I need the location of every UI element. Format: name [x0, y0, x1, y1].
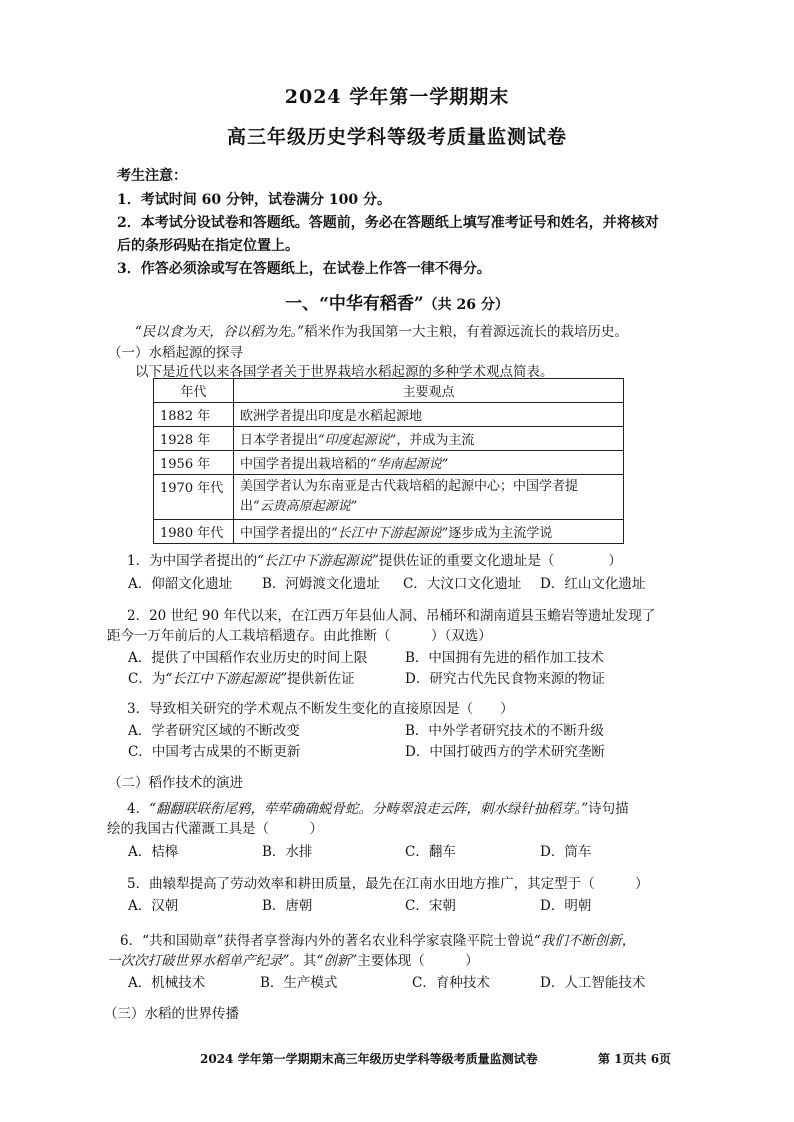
q6-quote: “我们不断创新， — [533, 933, 636, 949]
table-cell-year: 1882 年 — [154, 403, 234, 427]
q2-option-b[interactable]: B．中国拥有先进的稻作加工技术 — [405, 650, 604, 666]
q5-option-b[interactable]: B．唐朝 — [262, 898, 313, 914]
view-text: ，并成为主流 — [396, 433, 475, 448]
table-cell-view — [234, 451, 624, 475]
q2-opt-c-text: 提供新佐证 — [287, 671, 355, 687]
q6-option-d[interactable]: D．人工智能技术 — [540, 975, 646, 991]
q4-option-b[interactable]: B．水排 — [262, 844, 313, 860]
q3-option-c[interactable]: C．中国考古成果的不断更新 — [128, 744, 301, 760]
footer-page: 第 1页共 6页 — [598, 1052, 672, 1066]
q2-option-c[interactable] — [128, 667, 355, 687]
section-intro — [135, 320, 628, 340]
question-6-stem-line1 — [120, 929, 635, 949]
q6-option-a[interactable]: A．机械技术 — [128, 975, 206, 991]
intro-rest: 稻米作为我国第一大主粮，有着源远流长的栽培历史。 — [304, 324, 629, 340]
part1-title: （一）水稻起源的探寻 — [108, 345, 243, 361]
q1-stem-text: 1．为中国学者提出的 — [127, 553, 258, 569]
question-4-stem-line2: 绘的我国古代灌溉工具是（ ） — [107, 821, 323, 837]
view-text: 中国学者提出的 — [240, 526, 332, 541]
q2-opt-c-text: C．为 — [128, 671, 166, 687]
q1-stem-text: 提供佐证的重要文化遗址是（ ） — [378, 553, 622, 569]
view-theory: “华南起源说” — [370, 457, 449, 472]
view-text: 日本学者提出 — [240, 433, 319, 448]
view-text: 出 — [240, 499, 254, 514]
q2-option-d[interactable]: D．研究古代先民食物来源的物证 — [405, 671, 605, 687]
q4-option-c[interactable]: C．翻车 — [405, 844, 456, 860]
question-1-stem — [127, 549, 622, 569]
notice-item-2: 2．本考试分设试卷和答题纸。答题前，务必在答题纸上填写准考证号和姓名，并将核对 — [117, 215, 659, 231]
notice-item-3: 3．作答必须涂或写在答题纸上，在试卷上作答一律不得分。 — [117, 261, 491, 277]
view-text: 美国学者认为东南亚是古代栽培稻的起源中心；中国学者提 — [240, 479, 579, 494]
notice-item-2-cont: 后的条形码贴在指定位置上。 — [117, 238, 299, 254]
section-points: （共 26 分） — [423, 297, 509, 313]
table-header-view: 主要观点 — [234, 379, 624, 403]
table-cell-year: 1928 年 — [154, 427, 234, 451]
table-cell-view — [234, 475, 624, 520]
question-2-stem-line1: 2．20 世纪 90 年代以来，在江西万年县仙人洞、吊桶环和湖南道县玉蟾岩等遗址发现了 — [127, 608, 656, 624]
q5-option-a[interactable]: A．汉朝 — [128, 898, 179, 914]
q6-quote: 一次次打破世界水稻单产纪录” — [107, 953, 290, 969]
origin-views-table — [153, 378, 624, 544]
q4-option-a[interactable]: A．桔槔 — [128, 844, 179, 860]
q2-option-a[interactable]: A．提供了中国稻作农业历史的时间上限 — [128, 650, 368, 666]
q1-option-d[interactable]: D．红山文化遗址 — [540, 576, 646, 592]
q6-option-c[interactable]: C．育种技术 — [412, 975, 490, 991]
q4-option-d[interactable]: D．筒车 — [540, 844, 592, 860]
part3-title: （三）水稻的世界传播 — [104, 1006, 239, 1022]
view-text: 中国学者提出栽培稻的 — [240, 457, 371, 472]
table-cell-view: 欧洲学者提出印度是水稻起源地 — [234, 403, 624, 427]
exam-title-line2: 高三年级历史学科等级考质量监测试卷 — [226, 126, 567, 148]
q6-keyword: “创新” — [316, 953, 358, 969]
table-caption: 以下是近代以来各国学者关于世界栽培水稻起源的多种学术观点简表。 — [135, 364, 554, 380]
notice-item-1: 1．考试时间 60 分钟，试卷满分 100 分。 — [117, 192, 391, 208]
q3-option-b[interactable]: B．中外学者研究技术的不断升级 — [405, 723, 604, 739]
table-cell-year: 1980 年代 — [154, 520, 234, 544]
view-text: 逐步成为主流学说 — [448, 526, 553, 541]
q3-option-a[interactable]: A．学者研究区域的不断改变 — [128, 723, 300, 739]
question-2-stem-line2: 距今一万年前后的人工栽培稻遗存。由此推断（ ）（双选） — [107, 628, 492, 644]
q3-option-d[interactable]: D．中国打破西方的学术研究垄断 — [405, 744, 605, 760]
view-theory: “印度起源说” — [318, 433, 397, 448]
q6-stem-text: 主要体现（ ） — [357, 953, 479, 969]
table-cell-view — [234, 427, 624, 451]
q5-option-d[interactable]: D．明朝 — [540, 898, 592, 914]
part2-title: （二）稻作技术的演进 — [108, 775, 243, 791]
table-header-row — [154, 379, 624, 403]
table-cell-year: 1970 年代 — [154, 475, 234, 520]
view-theory: “长江中下游起源说” — [331, 526, 449, 541]
exam-title-line1: 2024 学年第一学期期末 — [284, 86, 510, 108]
intro-quote: “民以食为天，谷以稻为先。” — [135, 324, 305, 340]
q1-stem-theory: “长江中下游起源说” — [257, 553, 379, 569]
q2-opt-c-theory: “长江中下游起源说” — [165, 671, 288, 687]
question-5-stem: 5．曲辕犁提高了劳动效率和耕田质量，最先在江南水田地方推广，其定型于（ ） — [127, 876, 649, 892]
q4-poem: “翻翻联联衔尾鸦，荦荦确确蜕骨蛇。分畴翠浪走云阵，刺水绿针抽稻芽。” — [149, 801, 589, 817]
q6-option-b[interactable]: B．生产模式 — [260, 975, 338, 991]
table-row — [154, 427, 624, 451]
q1-option-b[interactable]: B．河姆渡文化遗址 — [262, 576, 380, 592]
table-cell-view — [234, 520, 624, 544]
section-title-text: 一、“中华有稻香” — [285, 294, 424, 314]
view-theory: “云贵高原起源说” — [253, 499, 358, 514]
question-4-stem-line1 — [127, 797, 629, 817]
section-title — [0, 289, 794, 314]
question-3-stem: 3．导致相关研究的学术观点不断发生变化的直接原因是（ ） — [127, 701, 514, 717]
table-row — [154, 475, 624, 520]
q1-option-c[interactable]: C．大汶口文化遗址 — [403, 576, 522, 592]
table-header-year: 年代 — [154, 379, 234, 403]
footer-title: 2024 学年第一学期期末高三年级历史学科等级考质量监测试卷 — [200, 1052, 538, 1066]
table-row — [154, 451, 624, 475]
table-cell-year: 1956 年 — [154, 451, 234, 475]
q6-stem-text: 。其 — [289, 953, 317, 969]
q6-stem-text: 6．“共和国勋章”获得者享誉海内外的著名农业科学家袁隆平院士曾说 — [120, 933, 534, 949]
table-row — [154, 403, 624, 427]
notice-heading: 考生注意： — [117, 168, 187, 184]
q4-stem-text: 诗句描 — [588, 801, 629, 817]
table-row — [154, 520, 624, 544]
q5-option-c[interactable]: C．宋朝 — [405, 898, 456, 914]
question-6-stem-line2 — [107, 949, 479, 969]
q4-number: 4． — [127, 801, 150, 817]
q1-option-a[interactable]: A．仰韶文化遗址 — [128, 576, 233, 592]
